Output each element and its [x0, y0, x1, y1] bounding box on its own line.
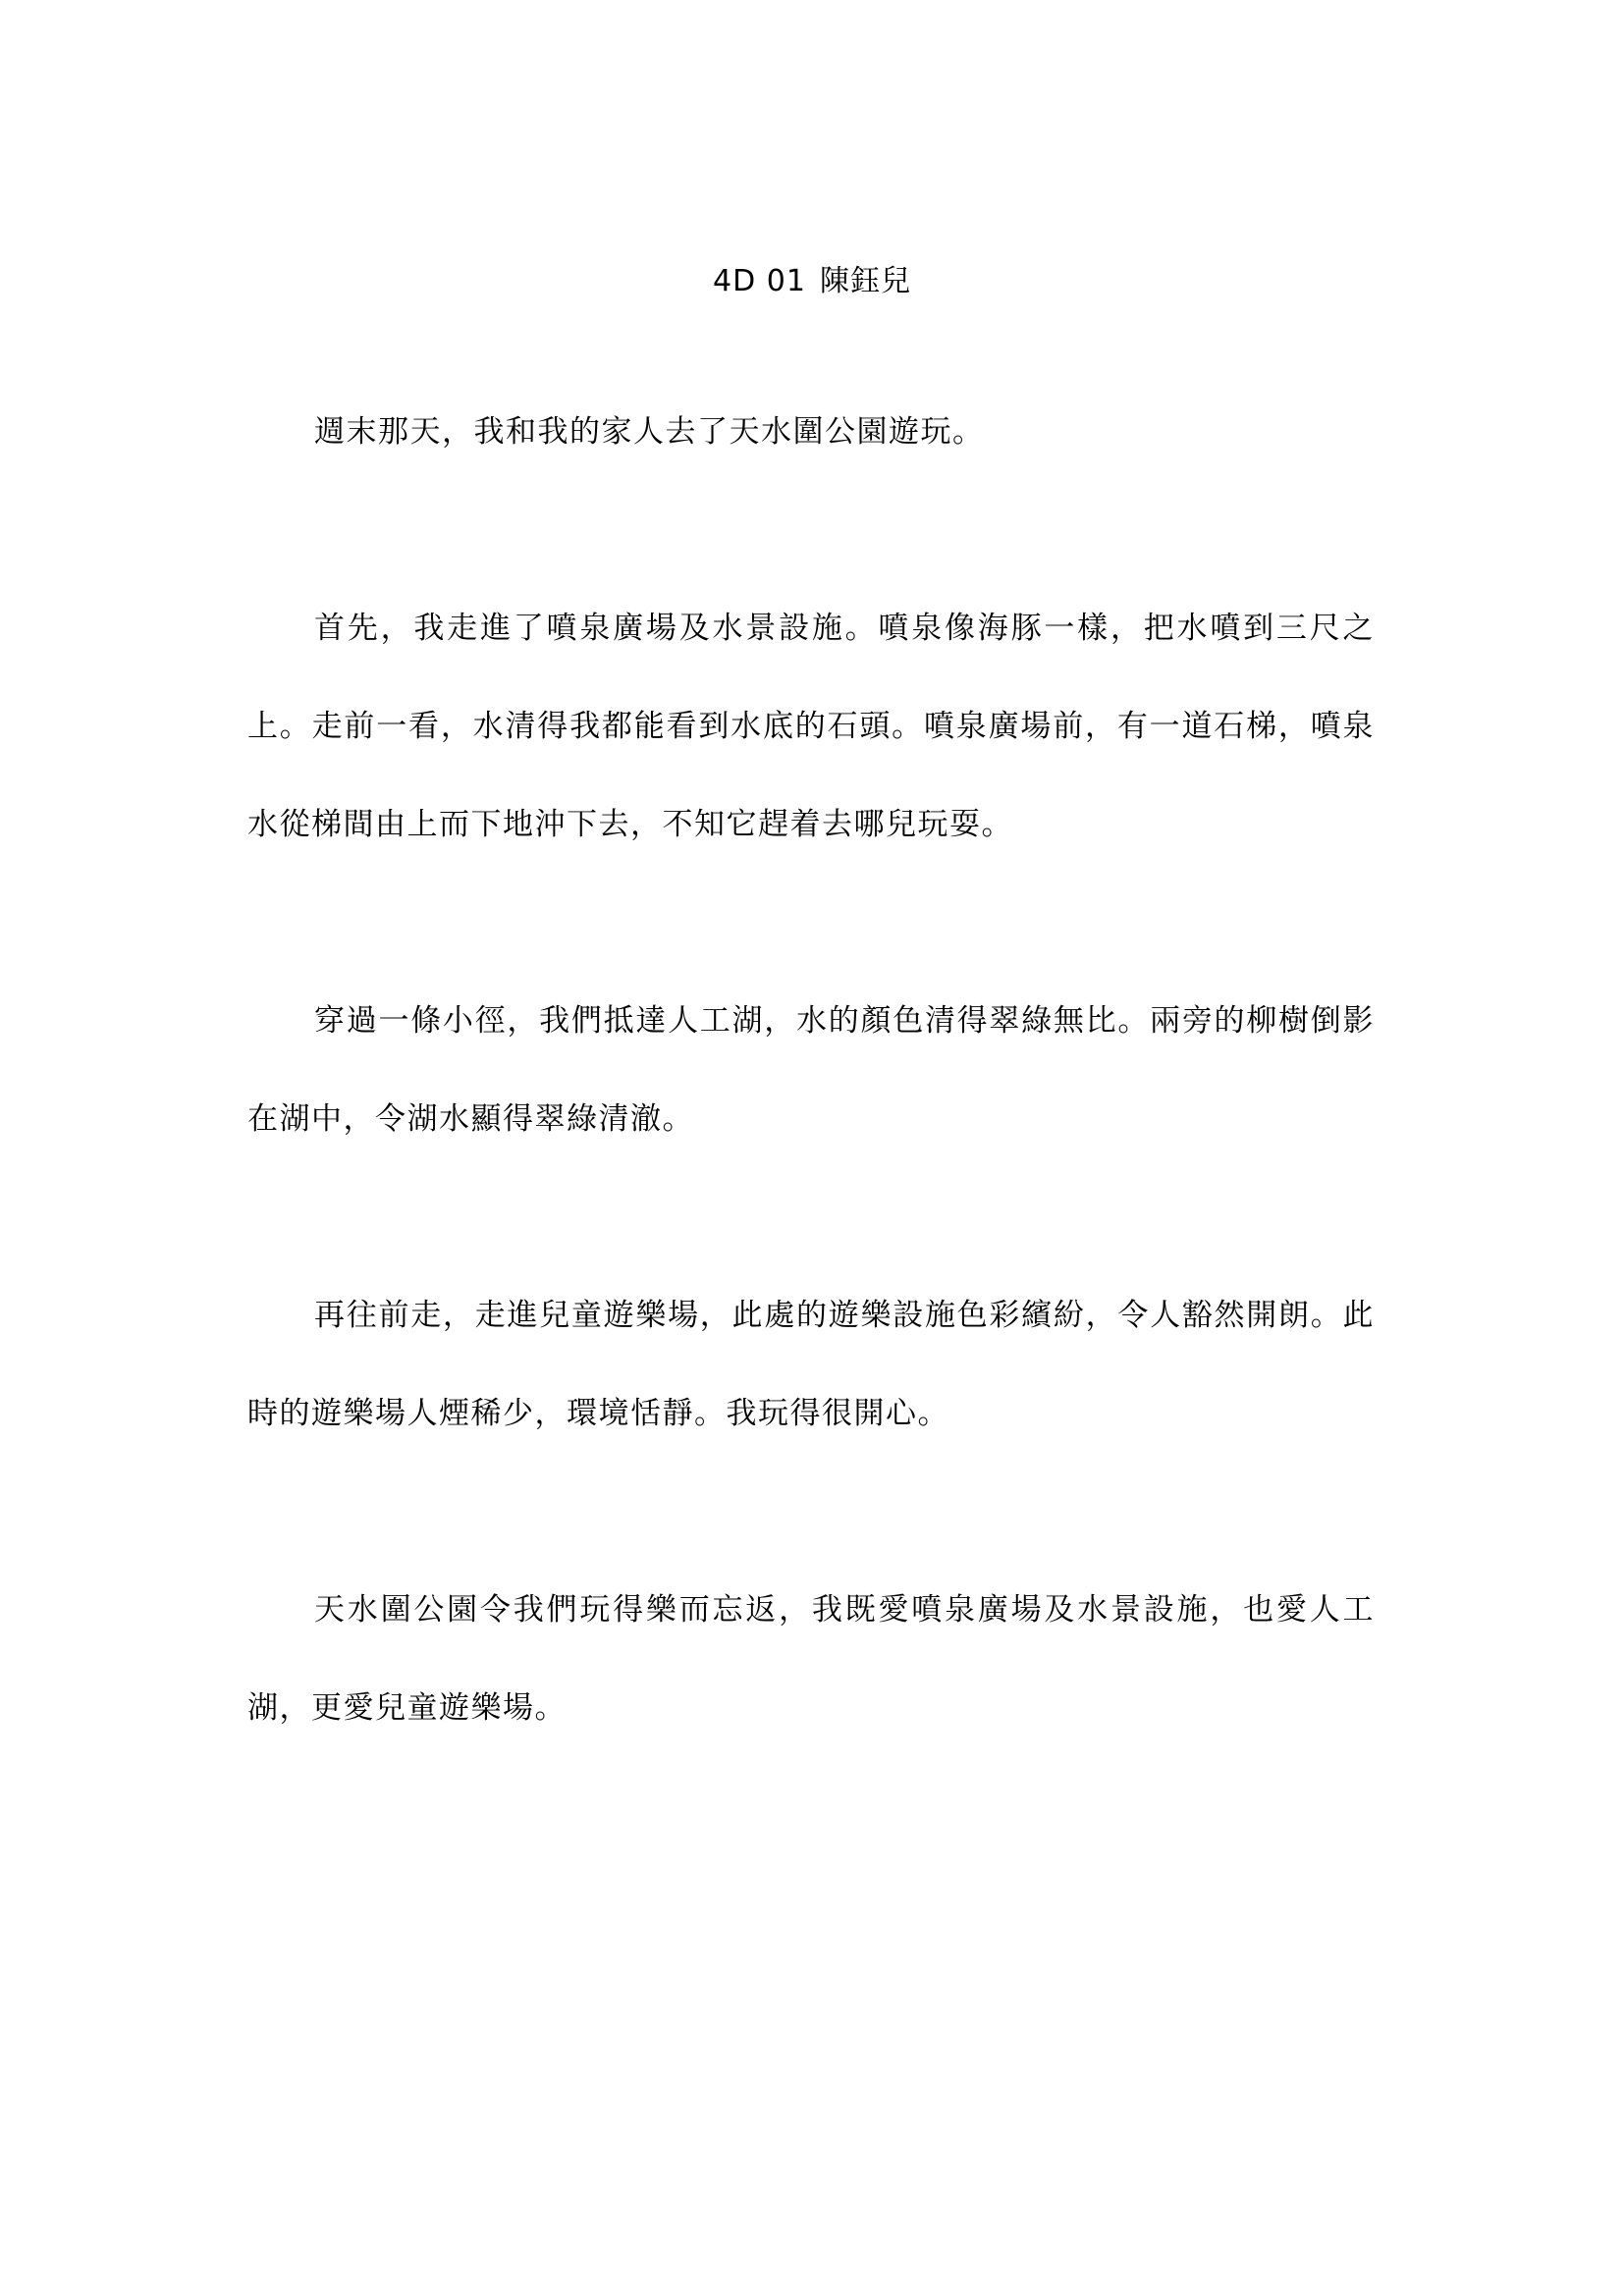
- paragraph-3: 穿過一條小徑，我們抵達人工湖，水的顏色清得翠綠無比。兩旁的柳樹倒影在湖中，令湖水顯得翠綠清澈。: [247, 1003, 1375, 1137]
- document-heading: [0, 257, 1624, 306]
- essay-body: [247, 383, 1375, 1855]
- author-name: 陳鈺兒: [819, 264, 911, 298]
- paragraph-2: 首先，我走進了噴泉廣場及水景設施。噴泉像海豚一樣，把水噴到三尺之上。走前一看，水清得我都能看到水底的石頭。噴泉廣場前，有一道石梯，噴泉水從梯間由上而下地沖下去，不知它趕着去哪兒玩耍。: [247, 611, 1375, 842]
- paragraph-1: 週末那天，我和我的家人去了天水圍公園遊玩。: [314, 414, 985, 450]
- paragraph-4: 再往前走，走進兒童遊樂場，此處的遊樂設施色彩繽紛，令人豁然開朗。此時的遊樂場人煙稀少，環境恬靜。我玩得很開心。: [247, 1298, 1375, 1431]
- paragraph-5: 天水圍公園令我們玩得樂而忘返，我既愛噴泉廣場及水景設施，也愛人工湖，更愛兒童遊樂場。: [247, 1592, 1375, 1726]
- class-number: 4D 01: [713, 264, 806, 298]
